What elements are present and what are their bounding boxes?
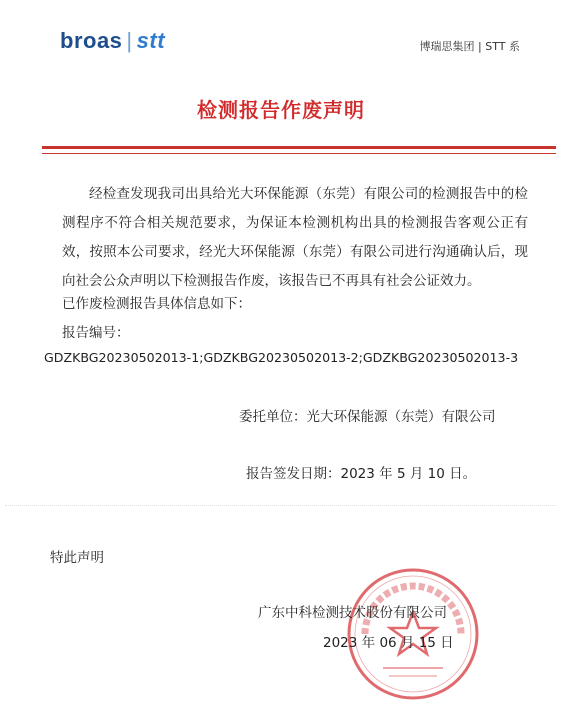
voided-reports-intro: 已作废检测报告具体信息如下：: [62, 296, 251, 312]
header-rule-thin: [42, 153, 556, 154]
client-line: 委托单位：光大环保能源（东莞）有限公司: [239, 409, 496, 425]
report-number-label: 报告编号：: [62, 325, 130, 341]
declaration-text: 特此声明: [50, 550, 104, 566]
sign-date: 2023 年 06 月 15 日: [323, 635, 454, 651]
logo-divider: |: [126, 28, 133, 53]
report-numbers: GDZKBG20230502013-1;GDZKBG20230502013-2;GDZKBG20230502013-3: [44, 350, 519, 365]
scan-divider: [5, 505, 557, 506]
logo-broas-text: broas: [60, 28, 123, 53]
broas-stt-logo: [60, 28, 165, 54]
statement-paragraph: 经检查发现我司出具给光大环保能源（东莞）有限公司的检测报告中的检测程序不符合相关规范要求，为保证本检测机构出具的检测报告客观公正有效，按照本公司要求，经光大环保能源（东莞）有限公司进行沟通确认后，现向社会公众声明以下检测报告作废，该报告已不再具有社会公证效力。: [62, 186, 528, 289]
document-title: 检测报告作废声明: [197, 98, 365, 122]
logo-stt-text: stt: [136, 28, 166, 53]
group-name: 博瑞思集团 | STT 系: [419, 40, 520, 53]
company-name: 广东中科检测技术股份有限公司: [258, 605, 447, 621]
issue-date-line: 报告签发日期：2023 年 5 月 10 日。: [246, 466, 477, 482]
header-rule-thick: [42, 146, 556, 149]
